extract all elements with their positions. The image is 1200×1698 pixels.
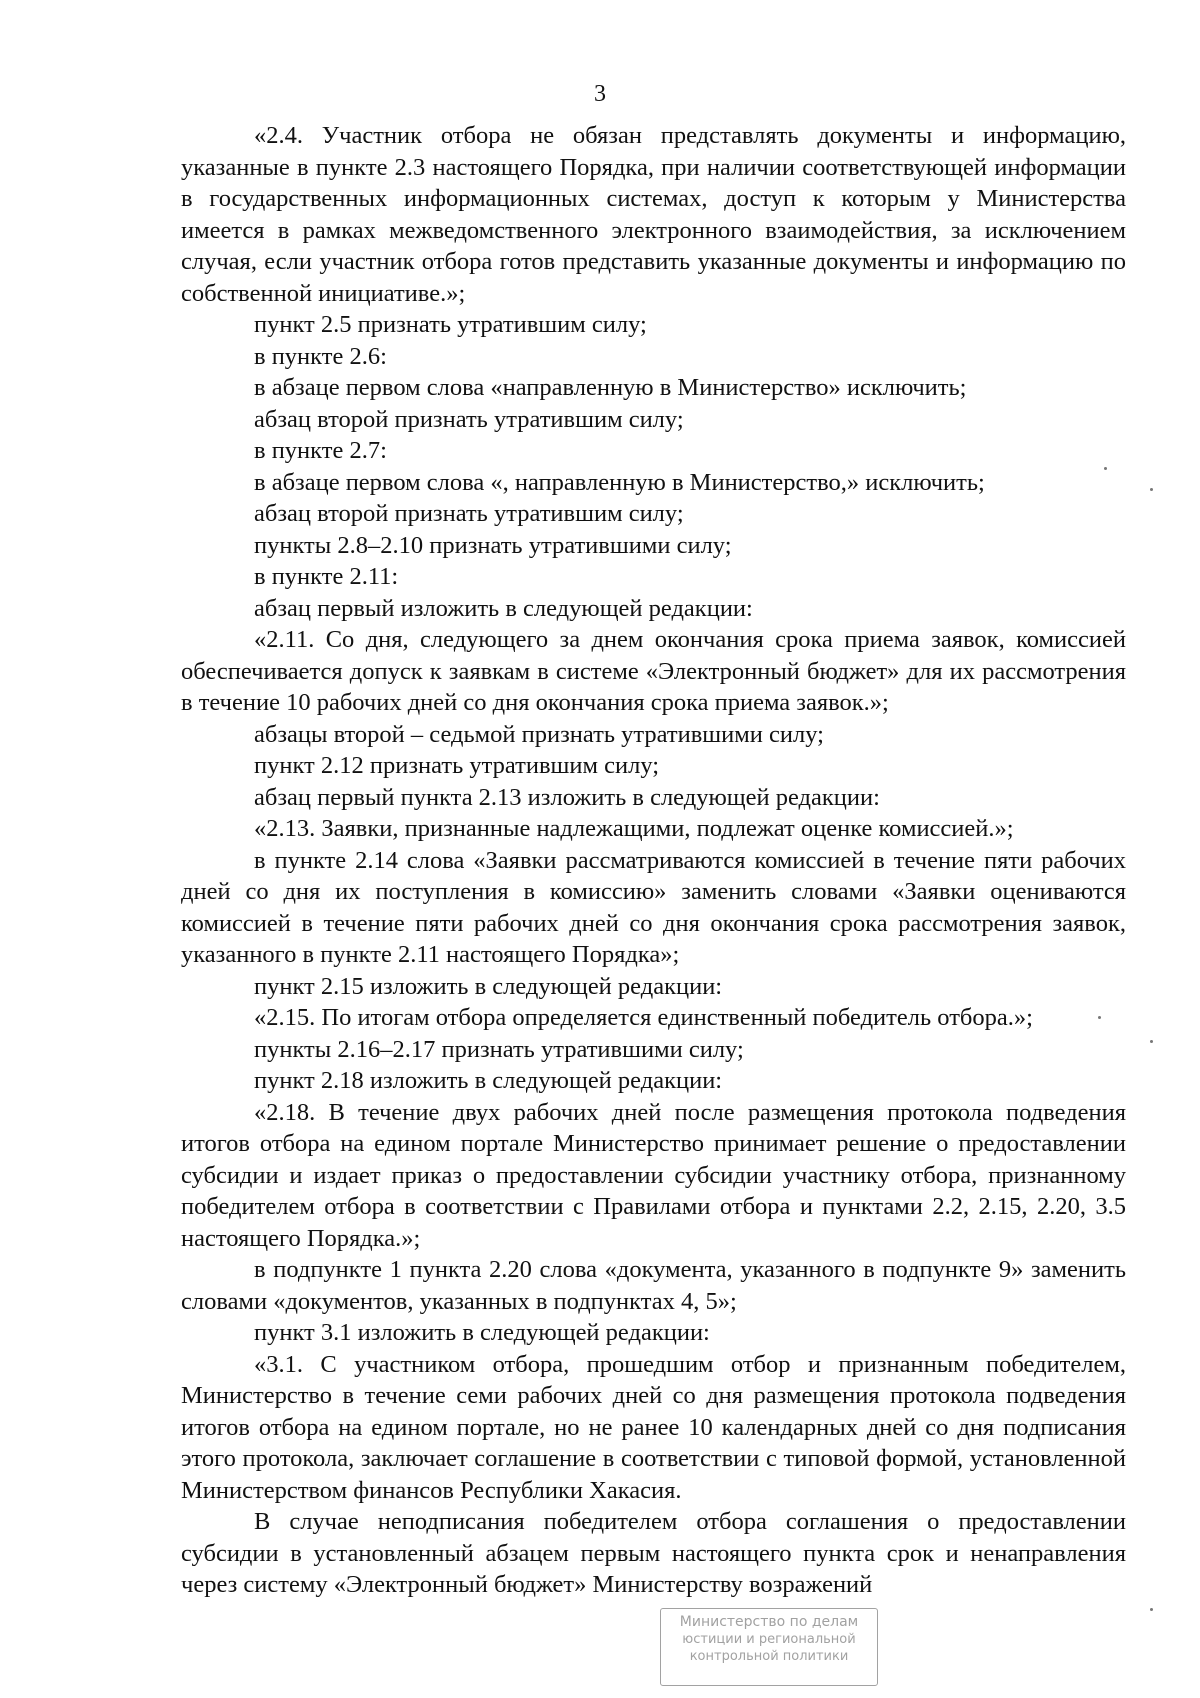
paragraph-19: «2.15. По итогам отбора определяется единственный победитель отбора.»; xyxy=(254,1004,1033,1031)
scan-speck xyxy=(1150,1040,1153,1043)
paragraph-20: пункты 2.16–2.17 признать утратившими силу; xyxy=(254,1035,744,1063)
paragraph-22: «2.18. В течение двух рабочих дней после размещения протокола подведения итогов отбора на едином портале Министерство принимает решение о предоставлении субсидии и издает приказ о предоставлении субсидии участнику отбора, признанному победителем отбора в соответствии с Правилами отбора и пунктами 2.2, 2.15, 2.20, 3.5 настоящего Порядка.»; xyxy=(181,1098,1126,1252)
stamp-line-1: Министерство по делам xyxy=(679,1614,859,1630)
scan-speck xyxy=(1098,1016,1101,1019)
paragraph-6: в пункте 2.7: xyxy=(254,437,387,464)
paragraph-1: «2.4. Участник отбора не обязан представлять документы и информацию, указанные в пункте 2.3 настоящего Порядка, при наличии соответствующей информации в государственных информационных системах, доступ к которым у Министерства имеется в рамках межведомственного электронного взаимодействия, за исключением случая, если участник отбора готов представить указанные документы и информацию по собственной инициативе.»; xyxy=(181,122,1126,307)
document-body xyxy=(181,120,1126,1601)
scan-speck xyxy=(1150,1608,1153,1611)
paragraph-16: «2.13. Заявки, признанные надлежащими, подлежат оценке комиссией.»; xyxy=(254,815,1014,842)
paragraph-2: пункт 2.5 признать утратившим силу; xyxy=(254,311,647,338)
scan-speck xyxy=(1104,467,1107,470)
paragraph-3: в пункте 2.6: xyxy=(254,342,387,370)
paragraph-14: пункт 2.12 признать утратившим силу; xyxy=(254,752,660,779)
paragraph-13: абзацы второй – седьмой признать утратившими силу; xyxy=(254,720,824,748)
paragraph-15: абзац первый пункта 2.13 изложить в следующей редакции: xyxy=(254,783,880,811)
paragraph-25: «3.1. С участником отбора, прошедшим отбор и признанным победителем, Министерство в течение семи рабочих дней со дня размещения протокола подведения итогов отбора на едином портале, но не ранее 10 календарных дней со дня подписания этого протокола, заключает соглашение в соответствии с типовой формой, установленной Министерством финансов Республики Хакасия. xyxy=(181,1350,1126,1504)
paragraph-5: абзац второй признать утратившим силу; xyxy=(254,405,684,433)
paragraph-21: пункт 2.18 изложить в следующей редакции: xyxy=(254,1067,723,1094)
stamp-line-3: контрольной политики xyxy=(689,1649,849,1664)
paragraph-17: в пункте 2.14 слова «Заявки рассматриваются комиссией в течение пяти рабочих дней со дня их поступления в комиссию» заменить словами «Заявки оцениваются комиссией в течение пяти рабочих дней со дня окончания срока рассмотрения заявок, указанного в пункте 2.11 настоящего Порядка»; xyxy=(181,846,1126,968)
page-number: 3 xyxy=(594,81,606,107)
paragraph-24: пункт 3.1 изложить в следующей редакции: xyxy=(254,1319,710,1346)
scan-speck xyxy=(1150,488,1153,491)
paragraph-4: в абзаце первом слова «направленную в Министерство» исключить; xyxy=(254,374,967,401)
paragraph-9: пункты 2.8–2.10 признать утратившими силу; xyxy=(254,531,732,559)
stamp-line-2: юстиции и региональной xyxy=(682,1632,856,1647)
paragraph-7: в абзаце первом слова «, направленную в Министерство,» исключить; xyxy=(254,468,985,496)
paragraph-18: пункт 2.15 изложить в следующей редакции: xyxy=(254,972,723,1000)
paragraph-10: в пункте 2.11: xyxy=(254,563,399,590)
paragraph-12: «2.11. Со дня, следующего за днем окончания срока приема заявок, комиссией обеспечивается допуск к заявкам в системе «Электронный бюджет» для их рассмотрения в течение 10 рабочих дней со дня окончания срока приема заявок.»; xyxy=(181,626,1126,716)
paragraph-8: абзац второй признать утратившим силу; xyxy=(254,500,684,527)
registration-stamp xyxy=(660,1608,878,1686)
paragraph-23: в подпункте 1 пункта 2.20 слова «документа, указанного в подпункте 9» заменить словами «документов, указанных в подпунктах 4, 5»; xyxy=(181,1256,1126,1315)
paragraph-11: абзац первый изложить в следующей редакции: xyxy=(254,594,753,622)
paragraph-26: В случае неподписания победителем отбора соглашения о предоставлении субсидии в установленный абзацем первым настоящего пункта срок и ненаправления через систему «Электронный бюджет» Министерству возражений xyxy=(181,1508,1126,1598)
